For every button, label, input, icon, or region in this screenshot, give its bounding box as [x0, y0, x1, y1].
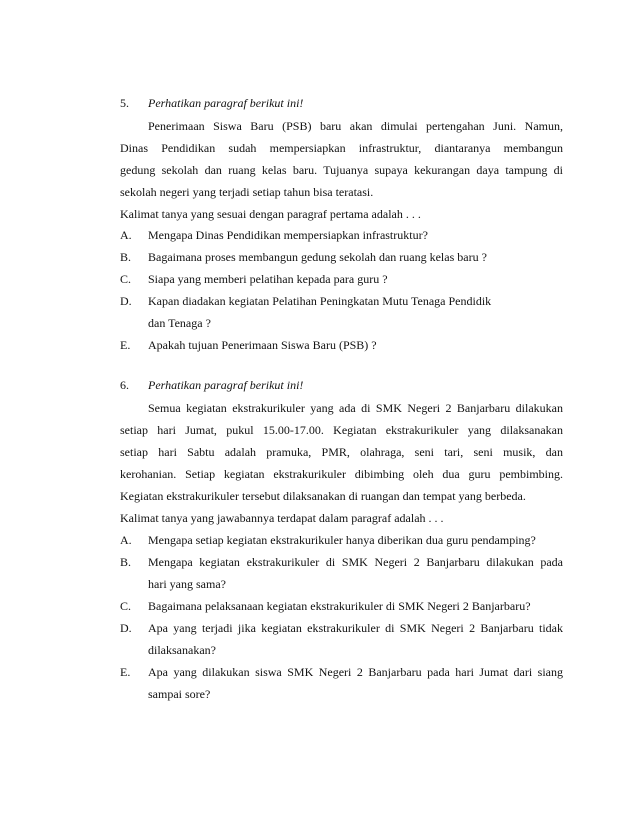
option-letter: D.	[120, 294, 132, 308]
paragraph-line: Dinas Pendidikan sudah mempersiapkan infrastruktur, diantaranya membangun	[120, 141, 563, 155]
option-e	[120, 663, 563, 681]
option-b	[120, 553, 563, 571]
paragraph-line: setiap hari Sabtu adalah pramuka, PMR, olahraga, seni tari, seni musik, dan	[120, 445, 563, 459]
question-instruction: Perhatikan paragraf berikut ini!	[148, 96, 304, 110]
option-text-continuation: sampai sore?	[148, 687, 211, 701]
option-letter: C.	[120, 272, 132, 286]
option-letter: A.	[120, 228, 132, 242]
option-text: Apa yang terjadi jika kegiatan ekstrakurikuler di SMK Negeri 2 Banjarbaru tidak	[148, 621, 563, 635]
paragraph-line: Semua kegiatan ekstrakurikuler yang ada di SMK Negeri 2 Banjarbaru dilakukan	[148, 401, 563, 415]
option-c	[120, 597, 563, 615]
option-a	[120, 226, 563, 244]
option-text-continuation: dilaksanakan?	[148, 643, 216, 657]
question-header	[120, 94, 563, 112]
option-d	[120, 292, 563, 310]
option-text: Bagaimana proses membangun gedung sekolah dan ruang kelas baru ?	[148, 250, 487, 264]
option-letter: E.	[120, 338, 131, 352]
option-text: Mengapa Dinas Pendidikan mempersiapkan infrastruktur?	[148, 228, 428, 242]
option-d	[120, 619, 563, 637]
option-text: Mengapa setiap kegiatan ekstrakurikuler hanya diberikan dua guru pendamping?	[148, 533, 536, 547]
option-letter: E.	[120, 665, 131, 679]
option-text: Bagaimana pelaksanaan kegiatan ekstrakurikuler di SMK Negeri 2 Banjarbaru?	[148, 599, 531, 613]
paragraph-line: sekolah negeri yang terjadi setiap tahun bisa teratasi.	[120, 185, 374, 199]
option-letter: C.	[120, 599, 132, 613]
option-letter: B.	[120, 555, 132, 569]
question-number: 6.	[120, 378, 129, 392]
option-letter: D.	[120, 621, 132, 635]
question-prompt: Kalimat tanya yang jawabannya terdapat dalam paragraf adalah . . .	[120, 511, 444, 525]
option-text-continuation: dan Tenaga ?	[148, 316, 211, 330]
question-header	[120, 376, 563, 394]
paragraph-line: kerohanian. Setiap kegiatan ekstrakurikuler dibimbing oleh dua guru pembimbing.	[120, 467, 563, 481]
option-e	[120, 336, 563, 354]
paragraph-line: Penerimaan Siswa Baru (PSB) baru akan dimulai pertengahan Juni. Namun,	[148, 119, 563, 133]
option-c	[120, 270, 563, 288]
question-number: 5.	[120, 96, 129, 110]
question-instruction: Perhatikan paragraf berikut ini!	[148, 378, 304, 392]
option-b	[120, 248, 563, 266]
paragraph-line: gedung sekolah dan ruang kelas baru. Tujuanya supaya kekurangan daya tampung di	[120, 163, 563, 177]
option-letter: A.	[120, 533, 132, 547]
paragraph-line: setiap hari Jumat, pukul 15.00-17.00. Kegiatan ekstrakurikuler yang dilaksanakan	[120, 423, 563, 437]
option-letter: B.	[120, 250, 132, 264]
option-a	[120, 531, 563, 549]
question-prompt: Kalimat tanya yang sesuai dengan paragraf pertama adalah . . .	[120, 207, 421, 221]
option-text-continuation: hari yang sama?	[148, 577, 226, 591]
option-text: Siapa yang memberi pelatihan kepada para guru ?	[148, 272, 388, 286]
option-text: Apakah tujuan Penerimaan Siswa Baru (PSB) ?	[148, 338, 377, 352]
option-text: Apa yang dilakukan siswa SMK Negeri 2 Banjarbaru pada hari Jumat dari siang	[148, 665, 563, 679]
option-text: Mengapa kegiatan ekstrakurikuler di SMK Negeri 2 Banjarbaru dilakukan pada	[148, 555, 563, 569]
paragraph-line: Kegiatan ekstrakurikuler tersebut dilaksanakan di ruangan dan tempat yang berbeda.	[120, 489, 526, 503]
option-text: Kapan diadakan kegiatan Pelatihan Peningkatan Mutu Tenaga Pendidik	[148, 294, 492, 308]
